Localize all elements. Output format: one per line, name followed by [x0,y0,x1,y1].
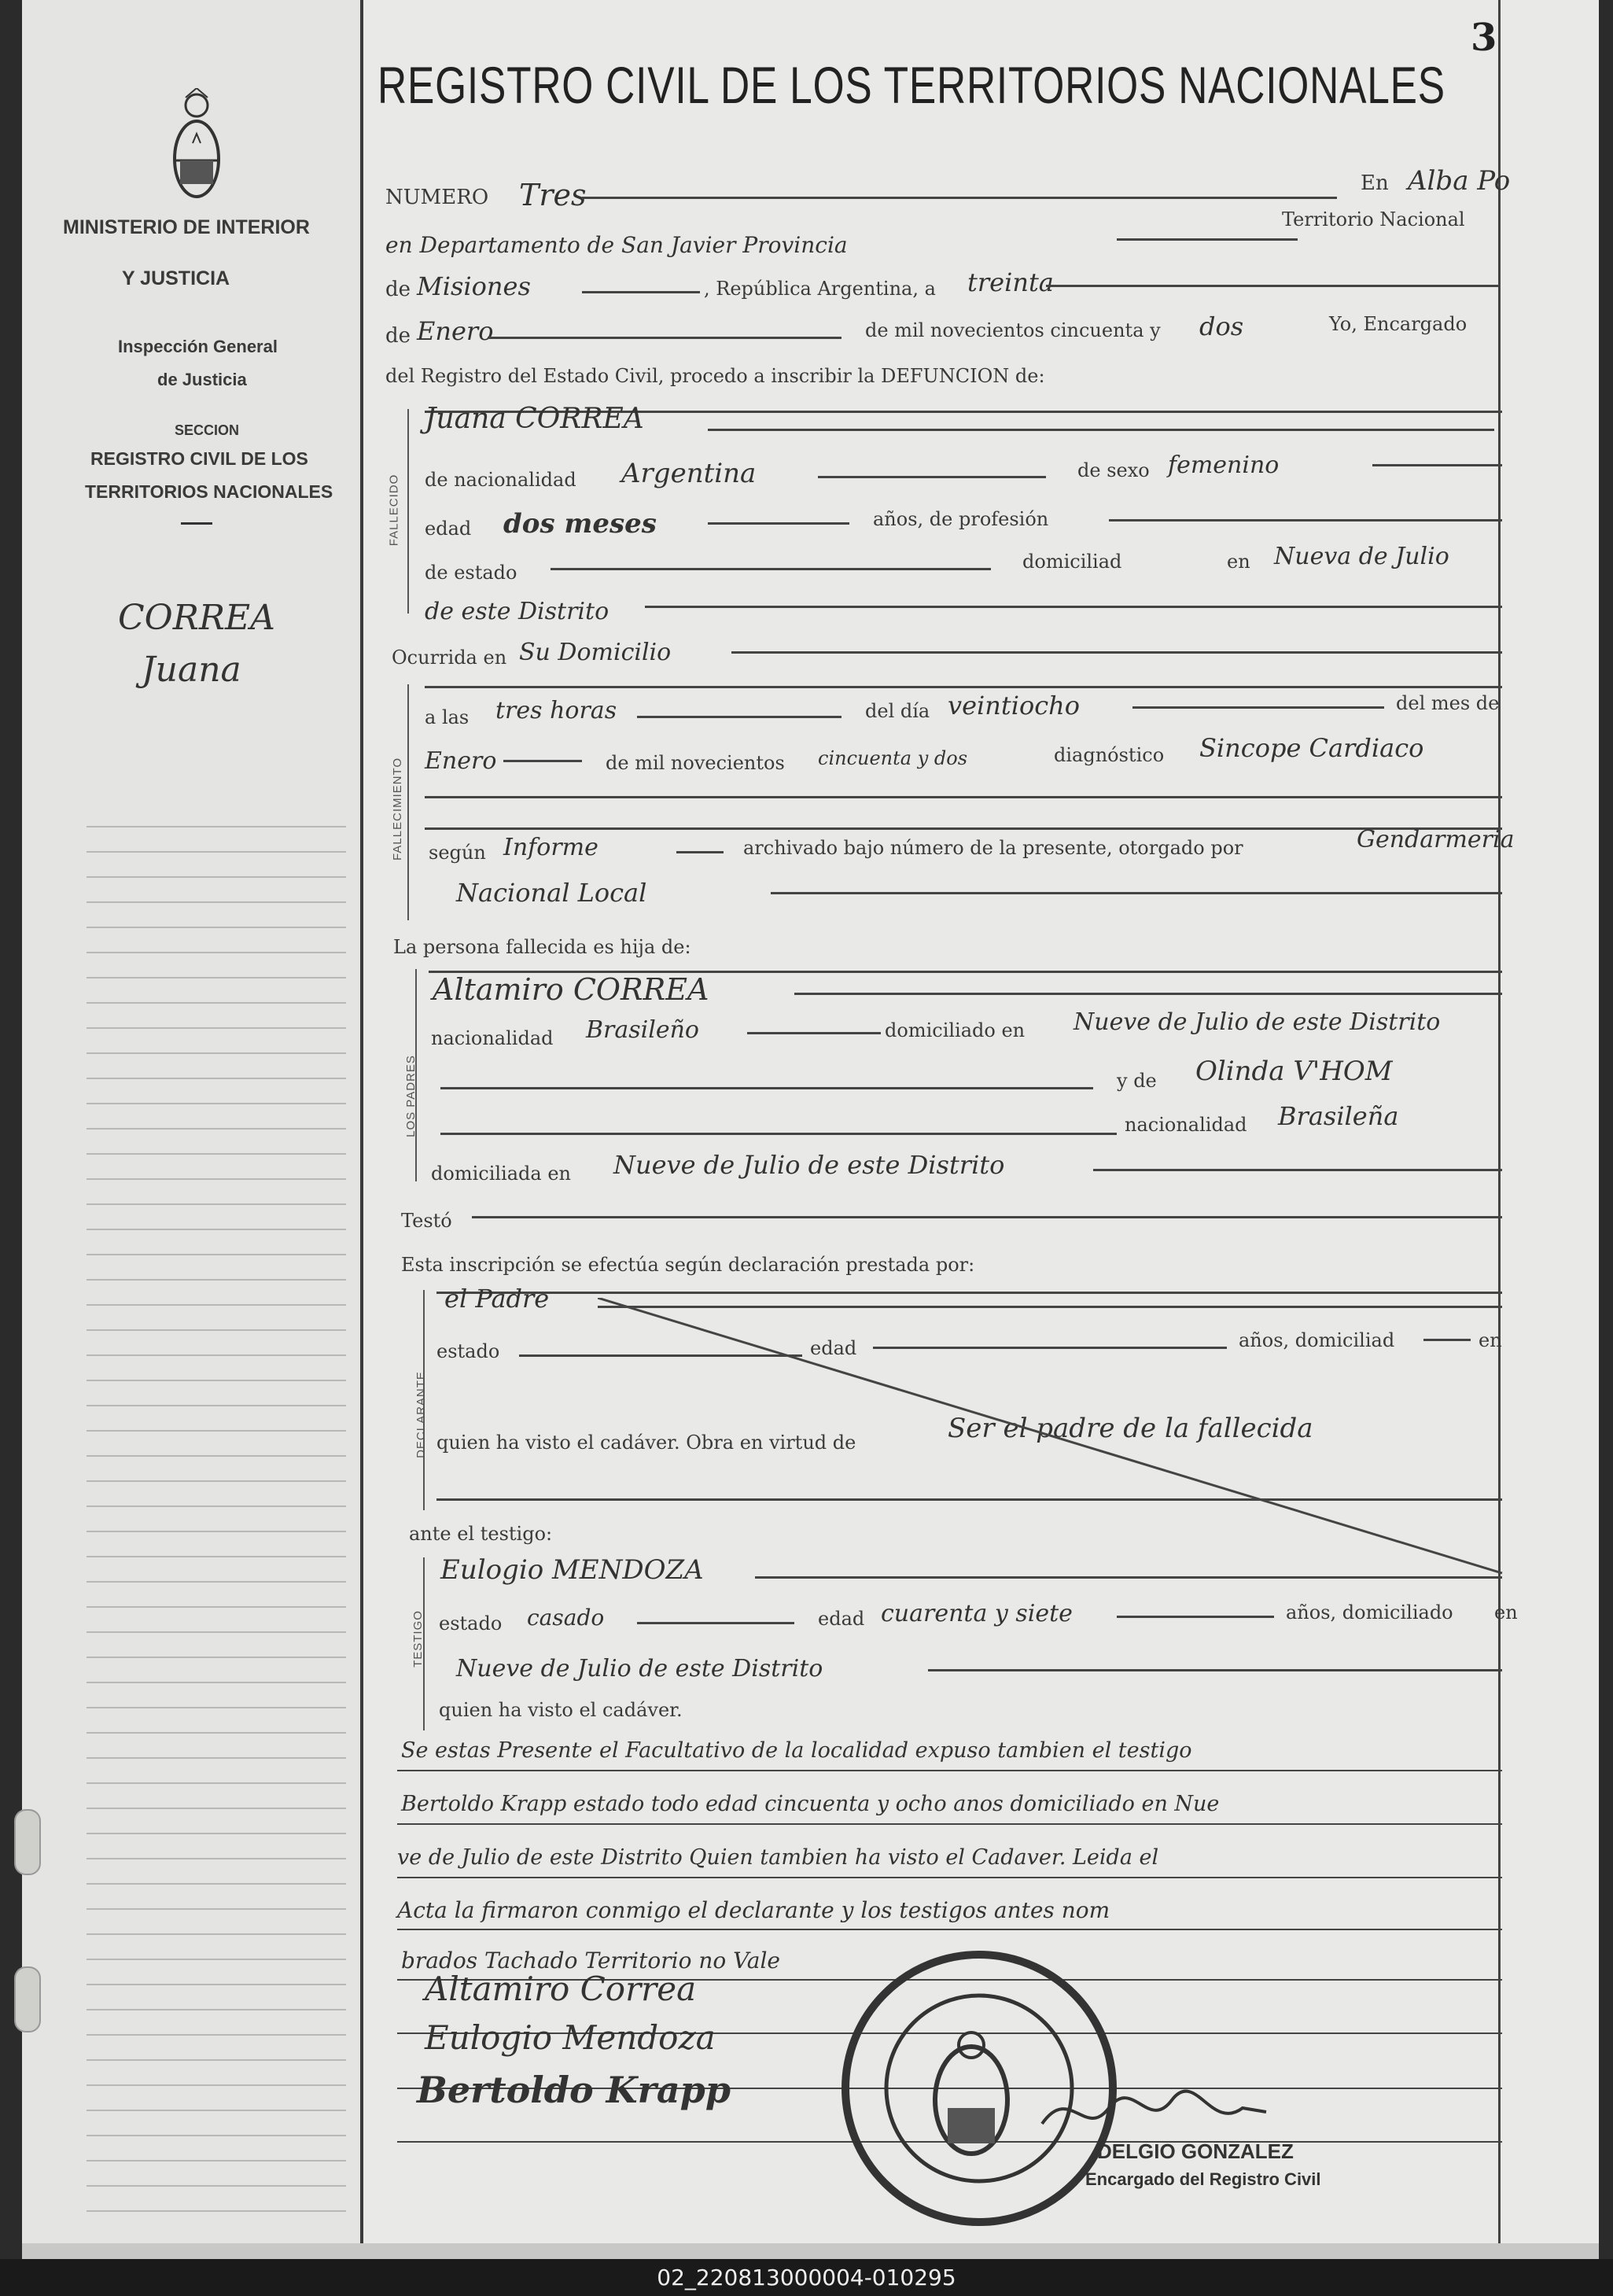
del-mes-label: del mes de [1396,692,1500,714]
margin-divider [181,522,212,525]
registro-line: del Registro del Estado Civil, procedo a inscribir la DEFUNCION de: [385,365,1045,387]
hora-value: tres horas [495,697,617,724]
domicilio-value: Nueva de Julio [1274,543,1449,570]
dom-padre-value: Nueve de Julio de este Distrito [1073,1008,1441,1036]
ministry-label-2: Y JUSTICIA [122,267,230,289]
anio-f-value: cincuenta y dos [818,747,968,769]
ruled-line [87,977,346,978]
official-name: DELGIO GONZALEZ [1097,2139,1294,2163]
nacionalidad-label: de nacionalidad [425,469,576,491]
archivado-label: archivado bajo número de la presente, otorgado por [743,837,1243,859]
binding-hole [14,1966,41,2032]
fallecido-value: Juana CORREA [425,403,644,435]
republica-label: , República Argentina, a [704,278,936,300]
ruled-line [87,1203,346,1205]
en-label: En [1361,171,1389,195]
en-d-label: en [1479,1329,1502,1351]
margin-name: Juana [142,650,241,690]
ruled-line [87,1052,346,1054]
ruled-line [87,1808,346,1809]
side-fallecimiento: FALLECIMIENTO [391,757,405,861]
ruled-line [87,1354,346,1356]
numero-value: Tres [519,178,587,212]
page-number: 3 [1471,16,1497,60]
lugar-value: Alba Po [1408,165,1511,197]
ruled-line [87,1959,346,1960]
ruled-line [87,1531,346,1532]
ruled-line [87,1329,346,1331]
otorgado-value: Gendarmeria [1357,826,1515,853]
mes-f-value: Enero [425,747,497,775]
testo-label: Testó [401,1210,452,1232]
ruled-line [87,1984,346,1985]
official-signature [1038,2077,1274,2147]
right-rule [1498,0,1501,2259]
edad-d-label: edad [810,1337,857,1359]
ruled-line [87,1757,346,1759]
en-label: en [1227,551,1250,573]
ruled-line [87,1380,346,1381]
padre-value: Altamiro CORREA [433,972,709,1007]
image-id-footer: 02_220813000004-010295 [0,2259,1613,2296]
domiciliada-label: domiciliada en [431,1163,571,1185]
signature-1: Altamiro Correa [425,1970,697,2008]
de2-label: de [385,324,411,348]
ruled-line [87,1078,346,1079]
ruled-line [87,1883,346,1885]
ruled-line [87,2009,346,2010]
inspeccion-label: Inspección General [118,337,278,356]
ruled-line [87,876,346,878]
domiciliad-label: domiciliad [1022,551,1122,573]
nacionalidad-value: Argentina [621,458,757,489]
dia-f-value: veintiocho [948,691,1081,720]
inspeccion-label-2: de Justicia [157,370,247,389]
mil-nov-label: de mil novecientos [606,752,785,774]
ministry-label: MINISTERIO DE INTERIOR [63,216,310,238]
segun-label: según [429,842,486,864]
domiciliado-en-label: domiciliado en [885,1019,1026,1041]
nota-line-4: Acta la firmaron conmigo el declarante y los testigos antes nom [397,1897,1110,1923]
ruled-line [87,1682,346,1683]
ruled-line [87,1782,346,1784]
edad-t-label: edad [818,1608,865,1630]
ruled-line [87,2059,346,2061]
ruled-line [87,1430,346,1432]
mes-value: Enero [417,316,494,346]
y-de-label: y de [1117,1070,1157,1092]
ruled-line [87,1455,346,1457]
domicilio2-value: de este Distrito [425,598,609,625]
nota-line-1: Se estas Presente el Facultativo de la localidad expuso tambien el testigo [401,1738,1192,1763]
ruled-line [87,1606,346,1608]
side-declarante: DECLARANTE [414,1371,428,1458]
margin-surname: CORREA [118,598,275,638]
ruled-line [87,2110,346,2111]
ruled-line [87,851,346,853]
ruled-line [87,1581,346,1583]
ruled-line [87,1556,346,1557]
ruled-line [87,1405,346,1406]
ruled-line [87,1505,346,1507]
declarante-value: el Padre [444,1284,550,1314]
ruled-line [87,1631,346,1633]
nota-line-3: ve de Julio de este Distrito Quien tambien ha visto el Cadaver. Leida el [397,1845,1159,1870]
coat-of-arms-icon [169,88,224,206]
ruled-line [87,1103,346,1104]
diagnostico-label: diagnóstico [1054,744,1165,766]
estado-d-label: estado [436,1340,500,1362]
anos-profesion-label: años, de profesión [873,508,1049,530]
segun-value: Informe [503,834,598,861]
sexo-value: femenino [1168,451,1280,479]
ruled-line [87,1153,346,1155]
ruled-line [87,1178,346,1180]
nacionalidad-p-label: nacionalidad [431,1027,554,1049]
ruled-line [87,1128,346,1130]
ruled-line [87,1858,346,1859]
ruled-line [87,1833,346,1834]
registro-label-2: TERRITORIOS NACIONALES [85,481,333,502]
ruled-line [87,2160,346,2161]
ruled-line [87,1707,346,1708]
ante-label: ante el testigo: [409,1523,553,1545]
edad-value: dos meses [503,508,657,540]
madre-value: Olinda V'HOM [1195,1056,1393,1087]
anos-dom-label: años, domiciliad [1239,1329,1395,1351]
diagnostico-value: Sincope Cardiaco [1199,733,1424,763]
quien-t-label: quien ha visto el cadáver. [439,1699,683,1721]
page-title: REGISTRO CIVIL DE LOS TERRITORIOS NACIONALES [377,56,1445,114]
departamento-value: en Departamento de San Javier Provincia [385,232,848,258]
anos-dom-t-label: años, domiciliado [1286,1601,1453,1623]
nacionalidad-m-label: nacionalidad [1125,1114,1247,1136]
anio-value: dos [1199,311,1244,341]
ruled-line [87,1908,346,1910]
sexo-label: de sexo [1077,459,1150,481]
ruled-line [87,2084,346,2086]
ruled-line [87,927,346,928]
ocurrida-value: Su Domicilio [519,639,672,666]
ruled-line [87,1279,346,1281]
official-title: Encargado del Registro Civil [1085,2169,1321,2189]
binding-hole [14,1809,41,1875]
a-las-label: a las [425,706,470,728]
ruled-line [87,1304,346,1306]
hija-label: La persona fallecida es hija de: [393,936,691,958]
territorio-label: Territorio Nacional [1282,208,1465,230]
yo-label: Yo, Encargado [1329,313,1468,335]
edad-testigo-value: cuarenta y siete [881,1600,1073,1627]
ruled-line [87,1480,346,1482]
ruled-line [87,2135,346,2136]
del-dia-label: del día [865,700,930,722]
ruled-line [87,1002,346,1004]
ruled-line [87,1933,346,1935]
nota-line-5: brados Tachado Territorio no Vale [401,1948,781,1974]
edad-label: edad [425,518,472,540]
declaracion-label: Esta inscripción se efectúa según declaración prestada por: [401,1254,975,1276]
signature-2: Eulogio Mendoza [425,2018,716,2057]
ruled-line [87,901,346,903]
numero-label: NUMERO [385,186,489,209]
mil-label: de mil novecientos cincuenta y [865,319,1161,341]
ruled-line [87,1254,346,1255]
signature-3: Bertoldo Krapp [417,2069,731,2111]
side-padres: LOS PADRES [403,1055,418,1137]
side-fallecido: FALLECIDO [387,474,401,547]
en-t-label: en [1494,1601,1518,1623]
dom-madre-value: Nueve de Julio de este Distrito [613,1150,1005,1180]
otorgado2-value: Nacional Local [456,878,647,908]
nac-padre-value: Brasileño [586,1016,699,1044]
quien-d-label: quien ha visto el cadáver. Obra en virtud de [436,1432,856,1454]
stamp-text [904,2045,921,2046]
ruled-line [87,1027,346,1029]
de-label: de [385,278,411,301]
ruled-line [87,826,346,827]
diagonal-strike-line [598,1298,1510,1581]
dom-testigo-value: Nueve de Julio de este Distrito [456,1655,823,1682]
nac-madre-value: Brasileña [1278,1101,1399,1131]
seccion-label: SECCION [175,422,240,438]
ruled-line [87,2185,346,2187]
obra-value: Ser el padre de la fallecida [948,1413,1313,1444]
dia-value: treinta [967,267,1054,297]
ocurrida-label: Ocurrida en [392,647,507,669]
provincia-value: Misiones [417,271,531,301]
page-edge [22,2243,1599,2259]
ruled-line [87,2034,346,2036]
side-testigo: TESTIGO [411,1610,425,1668]
ruled-line [87,1229,346,1230]
testigo-value: Eulogio MENDOZA [440,1554,704,1586]
estado-testigo-value: casado [527,1605,605,1631]
nota-line-2: Bertoldo Krapp estado todo edad cincuenta y ocho anos domiciliado en Nue [401,1792,1220,1816]
registro-label: REGISTRO CIVIL DE LOS [90,448,308,469]
ruled-line [87,2210,346,2212]
ruled-line [87,952,346,953]
ruled-line [87,1732,346,1734]
estado-label: de estado [425,562,517,584]
ruled-line [87,1657,346,1658]
estado-t-label: estado [439,1612,503,1634]
